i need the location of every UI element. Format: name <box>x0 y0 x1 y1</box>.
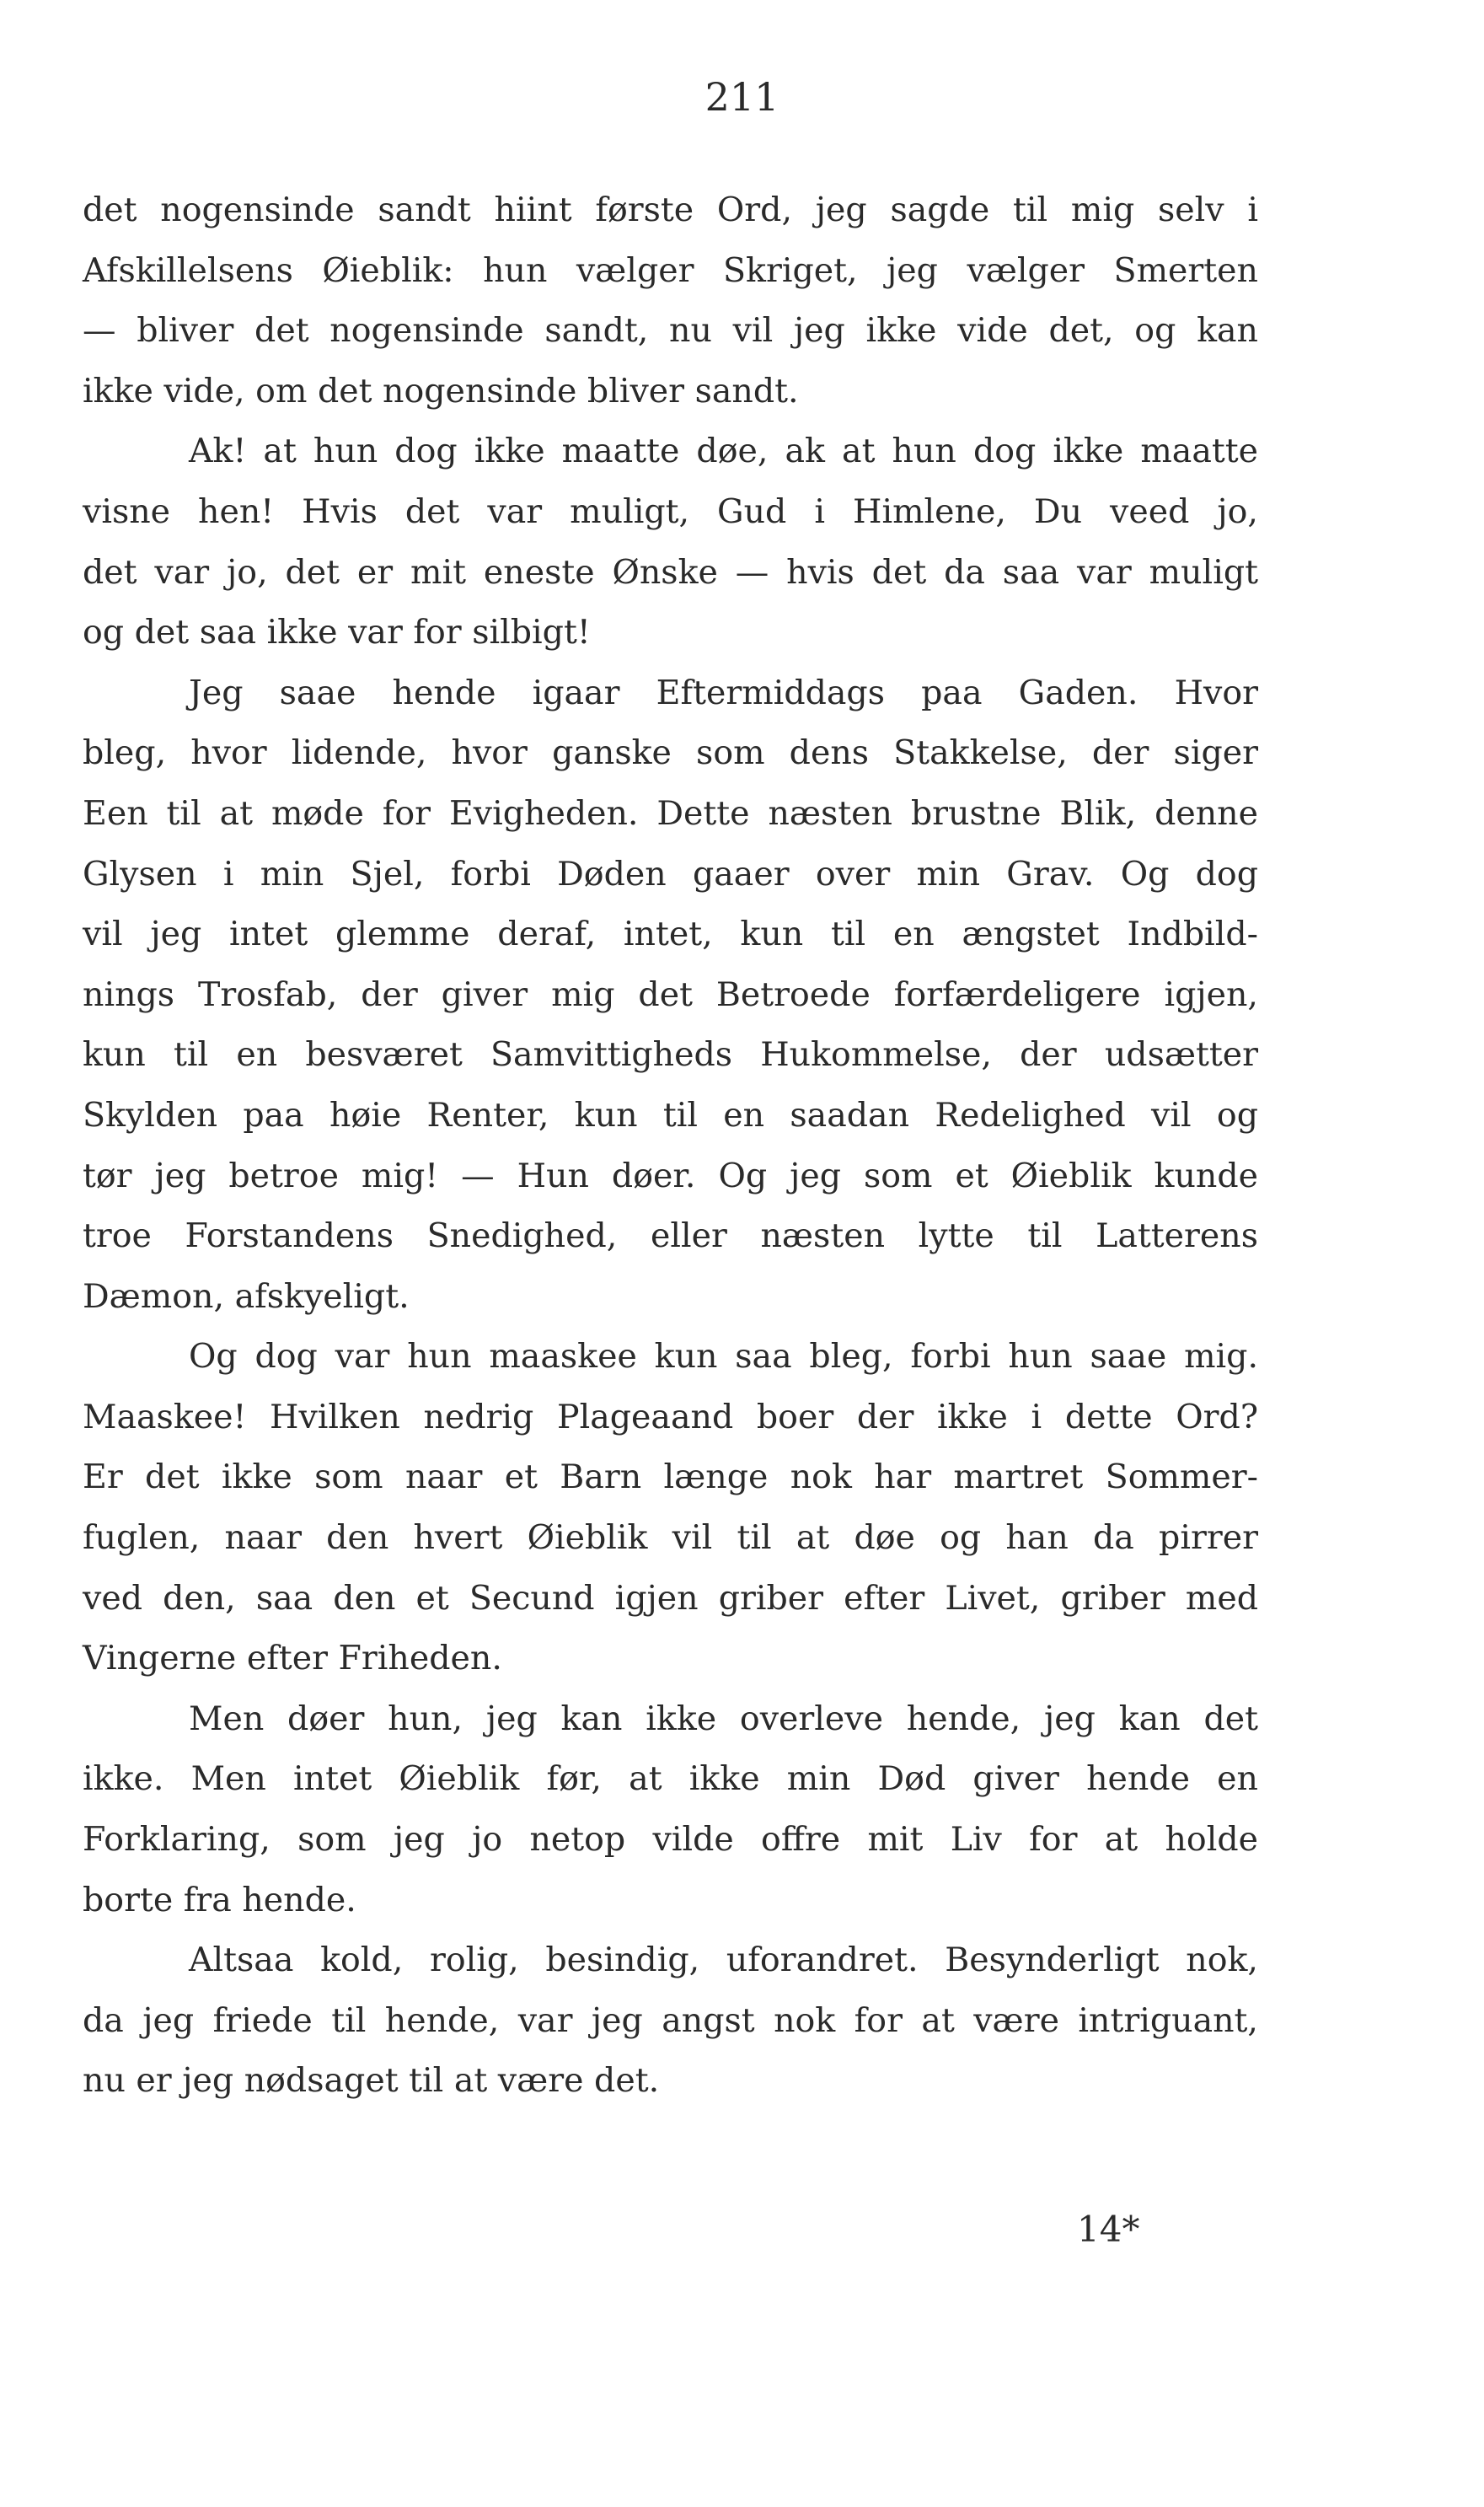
text-line: bleg, hvor lidende, hvor ganske som dens Stakkelse, der siger <box>83 733 1258 773</box>
text-line: Er det ikke som naar et Barn længe nok har martret Sommer- <box>83 1457 1258 1497</box>
text-line: ikke. Men intet Øieblik før, at ikke min Død giver hende en <box>83 1759 1258 1799</box>
paragraph <box>83 1930 1258 2112</box>
text-line: Jeg saae hende igaar Eftermiddags paa Gaden. Hvor <box>189 673 1258 712</box>
text-line: Ak! at hun dog ikke maatte døe, ak at hun dog ikke maatte <box>189 432 1258 471</box>
text-line: nings Trosfab, der giver mig det Betroede forfærdeligere igjen, <box>83 974 1258 1014</box>
text-line: tør jeg betroe mig! — Hun døer. Og jeg som et Øieblik kunde <box>83 1156 1258 1195</box>
text-line: og det saa ikke var for silbigt! <box>83 613 591 652</box>
text-line: Maaskee! Hvilken nedrig Plageaand boer der ikke i dette Ord? <box>83 1397 1258 1436</box>
text-line: nu er jeg nødsaget til at være det. <box>83 2061 660 2101</box>
printer-signature: 14* <box>1077 2209 1140 2250</box>
text-line: da jeg friede til hende, var jeg angst nok for at være intriguant, <box>83 2000 1258 2040</box>
text-line: kun til en besværet Samvittigheds Hukommelse, der udsætter <box>83 1035 1258 1075</box>
text-line: — bliver det nogensinde sandt, nu vil jeg ikke vide det, og kan <box>83 311 1258 351</box>
text-line: Vingerne efter Friheden. <box>83 1639 502 1678</box>
paragraph <box>83 1327 1258 1689</box>
text-line: Een til at møde for Evigheden. Dette næsten brustne Blik, denne <box>83 793 1258 833</box>
page-number: 211 <box>704 74 780 120</box>
text-line: Skylden paa høie Renter, kun til en saadan Redelighed vil og <box>83 1095 1258 1135</box>
paragraph <box>83 1689 1258 1930</box>
paragraph <box>83 663 1258 1328</box>
text-line: det var jo, det er mit eneste Ønske — hvis det da saa var muligt <box>83 552 1258 592</box>
text-line: Forklaring, som jeg jo netop vilde offre mit Liv for at holde <box>83 1820 1258 1860</box>
text-line: ikke vide, om det nogensinde bliver sandt. <box>83 371 799 411</box>
text-line: borte fra hende. <box>83 1880 356 1919</box>
text-line: Dæmon, afskyeligt. <box>83 1276 410 1316</box>
text-line: troe Forstandens Snedighed, eller næsten lytte til Latterens <box>83 1216 1258 1256</box>
text-line: Glysen i min Sjel, forbi Døden gaaer over min Grav. Og dog <box>83 854 1258 894</box>
body-text <box>83 180 1258 2112</box>
text-line: Altsaa kold, rolig, besindig, uforandret. Besynderligt nok, <box>189 1941 1258 1980</box>
text-line: fuglen, naar den hvert Øieblik vil til at døe og han da pirrer <box>83 1518 1258 1558</box>
text-line: Og dog var hun maaskee kun saa bleg, forbi hun saae mig. <box>189 1337 1258 1377</box>
text-line: Afskillelsens Øieblik: hun vælger Skriget, jeg vælger Smerten <box>83 250 1258 290</box>
text-line: visne hen! Hvis det var muligt, Gud i Himlene, Du veed jo, <box>83 491 1258 531</box>
text-line: vil jeg intet glemme deraf, intet, kun til en ængstet Indbild- <box>83 915 1258 954</box>
text-line: ved den, saa den et Secund igjen griber efter Livet, griber med <box>83 1578 1258 1618</box>
paragraph <box>83 421 1258 663</box>
text-line: Men døer hun, jeg kan ikke overleve hende, jeg kan det <box>189 1699 1258 1738</box>
text-line: det nogensinde sandt hiint første Ord, jeg sagde til mig selv i <box>83 191 1258 229</box>
paragraph <box>83 180 1258 421</box>
